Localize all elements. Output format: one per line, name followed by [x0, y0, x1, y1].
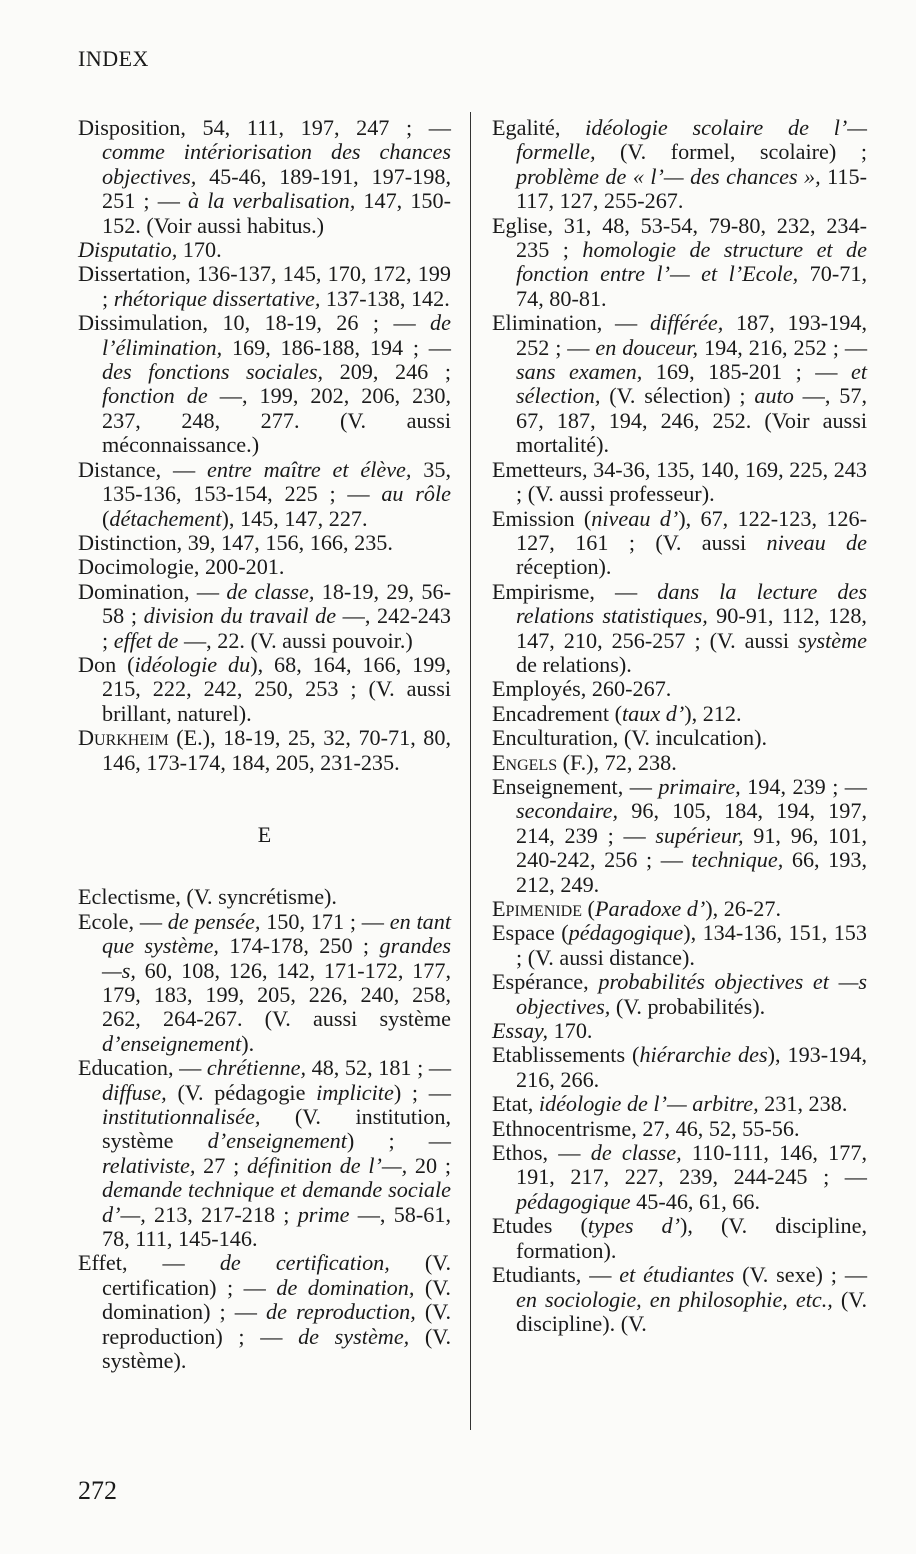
index-entry: Employés, 260-267. — [492, 676, 672, 702]
index-entry: Elimination, — différée, 187, 193-194, 252 ; — en douceur, 194, 216, 252 ; — sans examen, 169, 185-201 ; — et sélection, (V. sélection) ; auto —, 57, 67, 187, 194, 246, 252. (Voir aussi mortalité). — [492, 310, 868, 458]
index-entry: Domination, — de classe, 18-19, 29, 56-58 ; division du travail de —, 242-243 ; effet de —, 22. (V. aussi pouvoir.) — [78, 578, 452, 653]
index-entry: Enculturation, (V. inculcation). — [492, 725, 768, 751]
right-column — [492, 116, 867, 1336]
index-entry: Dissertation, 136-137, 145, 170, 172, 199 ; rhétorique dissertative, 137-138, 142. — [78, 261, 451, 311]
index-entry: Effet, — de certification, (V. certification) ; — de domination, (V. domination) ; — de reproduction, (V. reproduction) ; — de système, (V. système). — [78, 1250, 451, 1374]
section-letter: E — [257, 821, 272, 847]
index-entry: Etudes (types d’), (V. discipline, formation). — [492, 1213, 868, 1263]
index-entry: Disposition, 54, 111, 197, 247 ; — comme intériorisation des chances objectives, 45-46, 189-191, 197-198, 251 ; — à la verbalisation, 147, 150-152. (Voir aussi habitus.) — [78, 115, 452, 238]
index-entry: Ecole, — de pensée, 150, 171 ; — en tant que système, 174-178, 250 ; grandes —s, 60, 108, 126, 142, 171-172, 177, 179, 183, 199, 205, 226, 240, 258, 262, 264-267. (V. aussi système d’enseignement). — [78, 908, 451, 1056]
index-entry: Epimenide (Paradoxe d’), 26-27. — [492, 896, 782, 921]
index-entry: Distance, — entre maître et élève, 35, 135-136, 153-154, 225 ; — au rôle (détachement), 145, 147, 227. — [78, 456, 452, 531]
index-entry: Ethnocentrisme, 27, 46, 52, 55-56. — [492, 1115, 800, 1141]
page-number: 272 — [78, 1476, 117, 1505]
column-rule — [470, 112, 471, 1430]
index-entry: Etablissements (hiérarchie des), 193-194, 216, 266. — [492, 1042, 867, 1092]
index-entry: Egalité, idéologie scolaire de l’— formelle, (V. formel, scolaire) ; problème de « l’— des chances », 115-117, 127, 255-267. — [492, 115, 867, 214]
index-entry: Empirisme, — dans la lecture des relations statistiques, 90-91, 112, 128, 147, 210, 256-257 ; (V. aussi système de relations). — [492, 578, 867, 677]
index-entry: Engels (F.), 72, 238. — [492, 749, 677, 775]
index-entry: Education, — chrétienne, 48, 52, 181 ; — diffuse, (V. pédagogie implicite) ; — institutionnalisée, (V. institution, système d’enseignement) ; — relativiste, 27 ; définition de l’—, 20 ; demande technique et demande sociale d’—, 213, 217-218 ; prime —, 58-61, 78, 111, 145-146. — [78, 1055, 452, 1252]
index-entry: Enseignement, — primaire, 194, 239 ; — secondaire, 96, 105, 184, 194, 197, 214, 239 ; — supérieur, 91, 96, 101, 240-242, 256 ; — technique, 66, 193, 212, 249. — [492, 773, 867, 897]
index-entry: Don (idéologie du), 68, 164, 166, 199, 215, 222, 242, 250, 253 ; (V. aussi brillant, naturel). — [78, 651, 451, 726]
entries-right — [492, 116, 867, 1336]
index-entry: Essay, 170. — [492, 1018, 593, 1044]
index-entry: Ethos, — de classe, 110-111, 146, 177, 191, 217, 227, 239, 244-245 ; — pédagogique 45-46, 61, 66. — [492, 1140, 867, 1214]
entries-d — [78, 116, 451, 775]
index-entry: Espérance, probabilités objectives et —s objectives, (V. probabilités). — [492, 969, 867, 1019]
index-entry: Eglise, 31, 48, 53-54, 79-80, 232, 234-235 ; homologie de structure et de fonction entre l’— et l’Ecole, 70-71, 74, 80-81. — [492, 212, 867, 311]
entries-e — [78, 885, 451, 1373]
index-entry: Docimologie, 200-201. — [78, 554, 285, 580]
index-entry: Disputatio, 170. — [78, 237, 222, 263]
index-entry: Durkheim (E.), 18-19, 25, 32, 70-71, 80, 146, 173-174, 184, 205, 231-235. — [78, 725, 451, 775]
index-entry: Encadrement (taux d’), 212. — [492, 700, 742, 726]
index-entry: Etat, idéologie de l’— arbitre, 231, 238. — [492, 1091, 848, 1117]
index-entry: Emetteurs, 34-36, 135, 140, 169, 225, 243 ; (V. aussi professeur). — [492, 456, 867, 507]
index-entry: Dissimulation, 10, 18-19, 26 ; — de l’élimination, 169, 186-188, 194 ; — des fonctions sociales, 209, 246 ; fonction de —, 199, 202, 206, 230, 237, 248, 277. (V. aussi méconnaissance.) — [78, 310, 451, 458]
index-entry: Espace (pédagogique), 134-136, 151, 153 ; (V. aussi distance). — [492, 920, 867, 970]
running-head: INDEX — [78, 46, 149, 71]
index-entry: Emission (niveau d’), 67, 122-123, 126-127, 161 ; (V. aussi niveau de réception). — [492, 505, 867, 580]
index-entry: Distinction, 39, 147, 156, 166, 235. — [78, 529, 393, 555]
index-entry: Etudiants, — et étudiantes (V. sexe) ; — en sociologie, en philosophie, etc., (V. discipline). (V. — [492, 1262, 868, 1336]
left-column — [78, 116, 451, 1374]
index-entry: Eclectisme, (V. syncrétisme). — [78, 884, 337, 910]
